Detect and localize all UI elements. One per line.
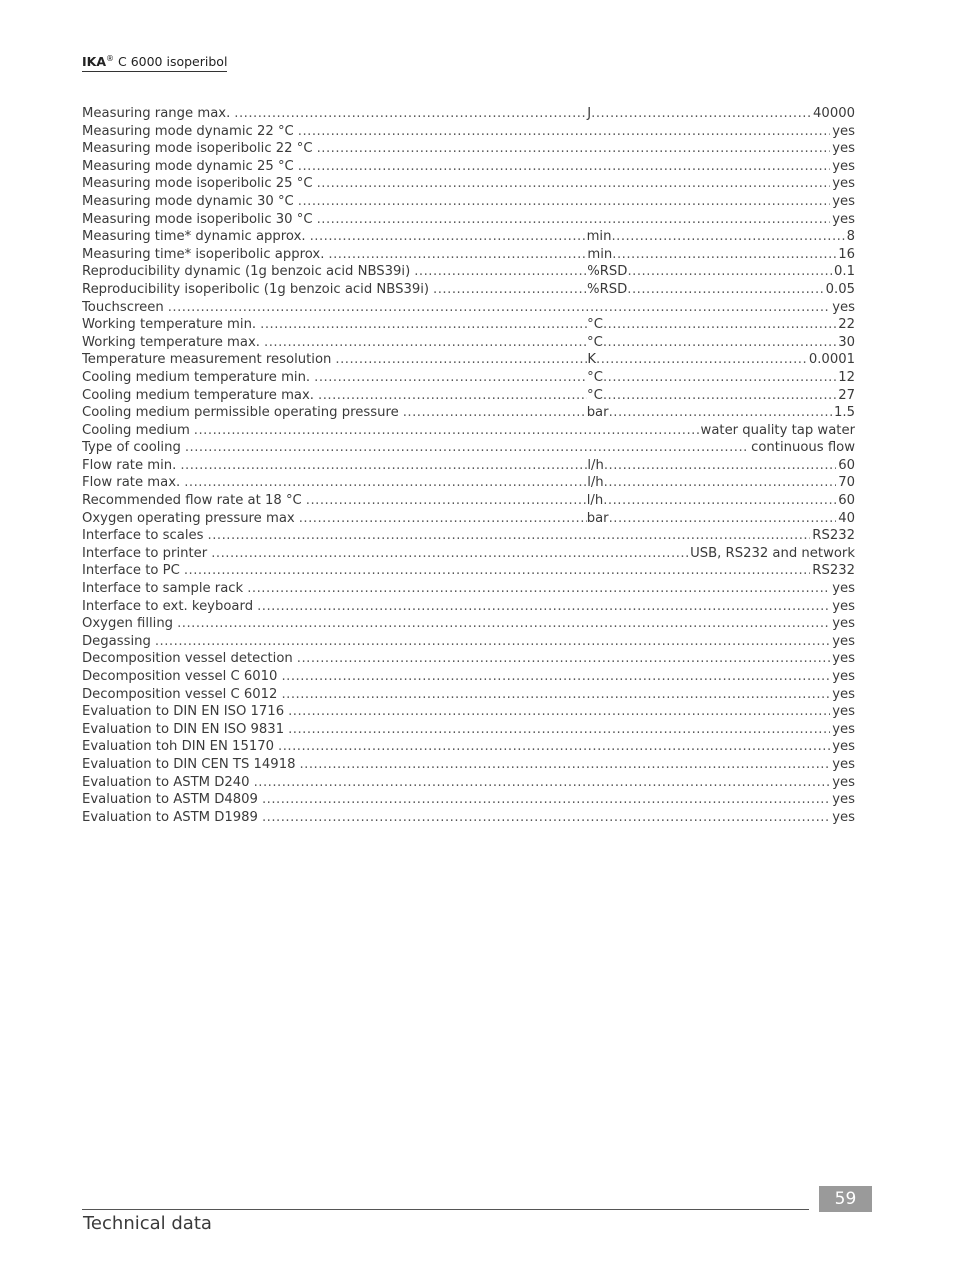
- dot-leader: [335, 351, 587, 369]
- dot-leader: [604, 474, 837, 492]
- spec-unit: K: [587, 352, 597, 368]
- spec-label: Temperature measurement resolution: [82, 352, 332, 368]
- dot-leader: [317, 175, 831, 193]
- spec-label: Interface to sample rack: [82, 581, 244, 597]
- dot-leader: [208, 527, 811, 545]
- dot-leader: [596, 351, 807, 369]
- dot-leader: [609, 404, 832, 422]
- dot-leader: [262, 809, 830, 827]
- dot-leader: [298, 158, 830, 176]
- spec-value: yes: [832, 616, 855, 632]
- spec-row: [82, 633, 855, 651]
- spec-unit: min: [586, 229, 612, 245]
- spec-value: yes: [832, 686, 855, 702]
- dot-leader: [609, 510, 837, 528]
- spec-label: Type of cooling: [82, 440, 181, 456]
- spec-value: yes: [832, 633, 855, 649]
- spec-row: [82, 615, 855, 633]
- spec-value: RS232: [812, 563, 855, 579]
- dot-leader: [306, 492, 587, 510]
- dot-leader: [433, 281, 587, 299]
- spec-value: yes: [832, 598, 855, 614]
- spec-unit: l/h: [586, 493, 604, 509]
- spec-row: [82, 791, 855, 809]
- spec-value: water quality tap water: [700, 422, 855, 438]
- spec-row: [82, 457, 855, 475]
- spec-label: Measuring mode isoperibolic 22 °C: [82, 141, 313, 157]
- dot-leader: [603, 387, 836, 405]
- spec-row: [82, 650, 855, 668]
- spec-row: [82, 527, 855, 545]
- spec-label: Reproducibility dynamic (1g benzoic acid NBS39i): [82, 264, 411, 280]
- spec-value: yes: [832, 211, 855, 227]
- spec-row: [82, 123, 855, 141]
- spec-value: yes: [832, 756, 855, 772]
- spec-value: 8: [846, 229, 855, 245]
- spec-unit: l/h: [587, 457, 604, 473]
- spec-label: Cooling medium: [82, 422, 190, 438]
- spec-unit: l/h: [587, 475, 604, 491]
- spec-label: Recommended flow rate at 18 °C: [82, 493, 302, 509]
- dot-leader: [257, 598, 830, 616]
- spec-value: yes: [832, 651, 855, 667]
- spec-label: Oxygen operating pressure max: [82, 510, 295, 526]
- spec-value: yes: [832, 774, 855, 790]
- dot-leader: [254, 774, 831, 792]
- spec-value: yes: [832, 704, 855, 720]
- spec-row: [82, 562, 855, 580]
- dot-leader: [317, 211, 831, 229]
- spec-value: continuous flow: [751, 440, 855, 456]
- spec-row: [82, 439, 855, 457]
- dot-leader: [288, 721, 830, 739]
- dot-leader: [603, 369, 836, 387]
- dot-leader: [264, 334, 587, 352]
- spec-row: [82, 668, 855, 686]
- dot-leader: [603, 316, 836, 334]
- spec-label: Evaluation to ASTM D240: [82, 774, 250, 790]
- spec-row: [82, 175, 855, 193]
- dot-leader: [314, 369, 587, 387]
- dot-leader: [318, 387, 587, 405]
- spec-value: 60: [838, 457, 855, 473]
- spec-value: yes: [832, 299, 855, 315]
- spec-row: [82, 387, 855, 405]
- spec-label: Cooling medium permissible operating pressure: [82, 405, 399, 421]
- spec-row: [82, 686, 855, 704]
- spec-value: yes: [832, 792, 855, 808]
- spec-row: [82, 545, 855, 563]
- dot-leader: [155, 633, 830, 651]
- dot-leader: [184, 562, 810, 580]
- spec-label: Decomposition vessel detection: [82, 651, 293, 667]
- spec-unit: °C: [587, 317, 603, 333]
- spec-label: Evaluation to ASTM D4809: [82, 792, 258, 808]
- dot-leader: [612, 246, 836, 264]
- spec-unit: °C: [587, 334, 603, 350]
- spec-row: [82, 492, 855, 510]
- spec-value: 60: [838, 493, 855, 509]
- spec-row: [82, 281, 855, 299]
- spec-unit: °C: [587, 369, 603, 385]
- dot-leader: [288, 703, 830, 721]
- dot-leader: [262, 791, 830, 809]
- spec-value: 40: [838, 510, 855, 526]
- spec-label: Interface to scales: [82, 528, 204, 544]
- model-name: C 6000 isoperibol: [118, 54, 228, 70]
- registered-mark: ®: [106, 54, 115, 63]
- dot-leader: [194, 422, 699, 440]
- spec-value: yes: [832, 739, 855, 755]
- spec-value: yes: [832, 193, 855, 209]
- spec-row: [82, 774, 855, 792]
- dot-leader: [627, 281, 823, 299]
- spec-label: Measuring mode dynamic 30 °C: [82, 193, 294, 209]
- spec-value: yes: [832, 721, 855, 737]
- spec-unit: °C: [587, 387, 603, 403]
- spec-row: [82, 510, 855, 528]
- dot-leader: [299, 756, 830, 774]
- spec-unit: %RSD: [587, 264, 628, 280]
- spec-row: [82, 404, 855, 422]
- dot-leader: [234, 105, 587, 123]
- dot-leader: [298, 123, 830, 141]
- spec-row: [82, 703, 855, 721]
- dot-leader: [310, 228, 587, 246]
- spec-row: [82, 140, 855, 158]
- dot-leader: [611, 228, 844, 246]
- dot-leader: [168, 299, 831, 317]
- spec-label: Measuring mode dynamic 22 °C: [82, 123, 294, 139]
- dot-leader: [184, 474, 587, 492]
- spec-row: [82, 738, 855, 756]
- spec-label: Measuring mode isoperibolic 25 °C: [82, 176, 313, 192]
- spec-value: 27: [838, 387, 855, 403]
- dot-leader: [627, 263, 832, 281]
- spec-value: yes: [832, 809, 855, 825]
- spec-label: Evaluation to DIN CEN TS 14918: [82, 756, 296, 772]
- spec-row: [82, 351, 855, 369]
- spec-label: Reproducibility isoperibolic (1g benzoic acid NBS39i): [82, 281, 430, 297]
- spec-unit: %RSD: [587, 281, 628, 297]
- spec-value: 40000: [813, 106, 855, 121]
- spec-label: Evaluation toh DIN EN 15170: [82, 739, 275, 755]
- brand-name: IKA: [82, 54, 107, 70]
- spec-value: yes: [832, 158, 855, 174]
- spec-unit: min: [587, 246, 613, 262]
- footer-divider: [82, 1209, 809, 1210]
- spec-label: Evaluation to ASTM D1989: [82, 809, 258, 825]
- dot-leader: [281, 668, 830, 686]
- spec-row: [82, 158, 855, 176]
- spec-label: Cooling medium temperature min.: [82, 369, 311, 385]
- spec-row: [82, 228, 855, 246]
- dot-leader: [591, 105, 811, 123]
- spec-value: yes: [832, 176, 855, 192]
- dot-leader: [211, 545, 688, 563]
- spec-value: USB, RS232 and network: [690, 545, 855, 561]
- spec-value: 0.1: [834, 264, 855, 280]
- spec-value: 70: [838, 475, 855, 491]
- spec-label: Flow rate min.: [82, 457, 177, 473]
- dot-leader: [247, 580, 830, 598]
- spec-label: Decomposition vessel C 6012: [82, 686, 278, 702]
- spec-label: Measuring time* isoperibolic approx.: [82, 246, 325, 262]
- spec-row: [82, 422, 855, 440]
- dot-leader: [328, 246, 587, 264]
- spec-label: Evaluation to DIN EN ISO 1716: [82, 704, 285, 720]
- dot-leader: [403, 404, 587, 422]
- spec-unit: bar: [586, 510, 609, 526]
- dot-leader: [281, 686, 830, 704]
- spec-value: 1.5: [834, 405, 855, 421]
- dot-leader: [297, 650, 830, 668]
- spec-label: Oxygen filling: [82, 616, 174, 632]
- spec-label: Decomposition vessel C 6010: [82, 669, 278, 684]
- spec-row: [82, 809, 855, 827]
- spec-value: yes: [832, 669, 855, 684]
- dot-leader: [603, 334, 836, 352]
- spec-row: [82, 316, 855, 334]
- spec-value: 0.0001: [808, 352, 855, 368]
- spec-unit: J: [587, 106, 592, 121]
- spec-value: yes: [832, 141, 855, 157]
- dot-leader: [414, 263, 587, 281]
- spec-row: [82, 105, 855, 123]
- spec-label: Interface to ext. keyboard: [82, 598, 254, 614]
- dot-leader: [299, 510, 587, 528]
- spec-value: 0.05: [825, 281, 855, 297]
- spec-row: [82, 299, 855, 317]
- spec-row: [82, 598, 855, 616]
- spec-value: yes: [832, 581, 855, 597]
- spec-label: Measuring mode dynamic 25 °C: [82, 158, 294, 174]
- spec-row: [82, 474, 855, 492]
- spec-label: Evaluation to DIN EN ISO 9831: [82, 721, 285, 737]
- spec-label: Interface to PC: [82, 563, 180, 579]
- spec-label: Interface to printer: [82, 545, 208, 561]
- spec-label: Degassing: [82, 633, 151, 649]
- dot-leader: [604, 457, 836, 475]
- spec-label: Flow rate max.: [82, 475, 181, 491]
- spec-label: Touchscreen: [82, 299, 164, 315]
- spec-row: [82, 580, 855, 598]
- dot-leader: [603, 492, 836, 510]
- spec-label: Measuring mode isoperibolic 30 °C: [82, 211, 313, 227]
- spec-value: yes: [832, 123, 855, 139]
- spec-value: 16: [838, 246, 855, 262]
- dot-leader: [317, 140, 831, 158]
- spec-value: 30: [838, 334, 855, 350]
- spec-label: Cooling medium temperature max.: [82, 387, 314, 403]
- page-header: [82, 54, 227, 72]
- dot-leader: [298, 193, 830, 211]
- spec-value: RS232: [812, 528, 855, 544]
- spec-row: [82, 756, 855, 774]
- dot-leader: [180, 457, 587, 475]
- section-title: Technical data: [83, 1213, 212, 1234]
- spec-unit: bar: [586, 405, 609, 421]
- spec-row: [82, 246, 855, 264]
- spec-row: [82, 369, 855, 387]
- spec-row: [82, 721, 855, 739]
- spec-row: [82, 334, 855, 352]
- spec-row: [82, 211, 855, 229]
- spec-row: [82, 193, 855, 211]
- spec-label: Measuring range max.: [82, 106, 231, 121]
- spec-list: [82, 105, 855, 826]
- spec-label: Working temperature max.: [82, 334, 260, 350]
- spec-value: 12: [838, 369, 855, 385]
- dot-leader: [260, 316, 587, 334]
- dot-leader: [185, 439, 749, 457]
- spec-label: Working temperature min.: [82, 317, 257, 333]
- spec-row: [82, 263, 855, 281]
- spec-value: 22: [838, 317, 855, 333]
- dot-leader: [278, 738, 830, 756]
- dot-leader: [177, 615, 830, 633]
- page-number: 59: [819, 1186, 872, 1212]
- spec-label: Measuring time* dynamic approx.: [82, 229, 306, 245]
